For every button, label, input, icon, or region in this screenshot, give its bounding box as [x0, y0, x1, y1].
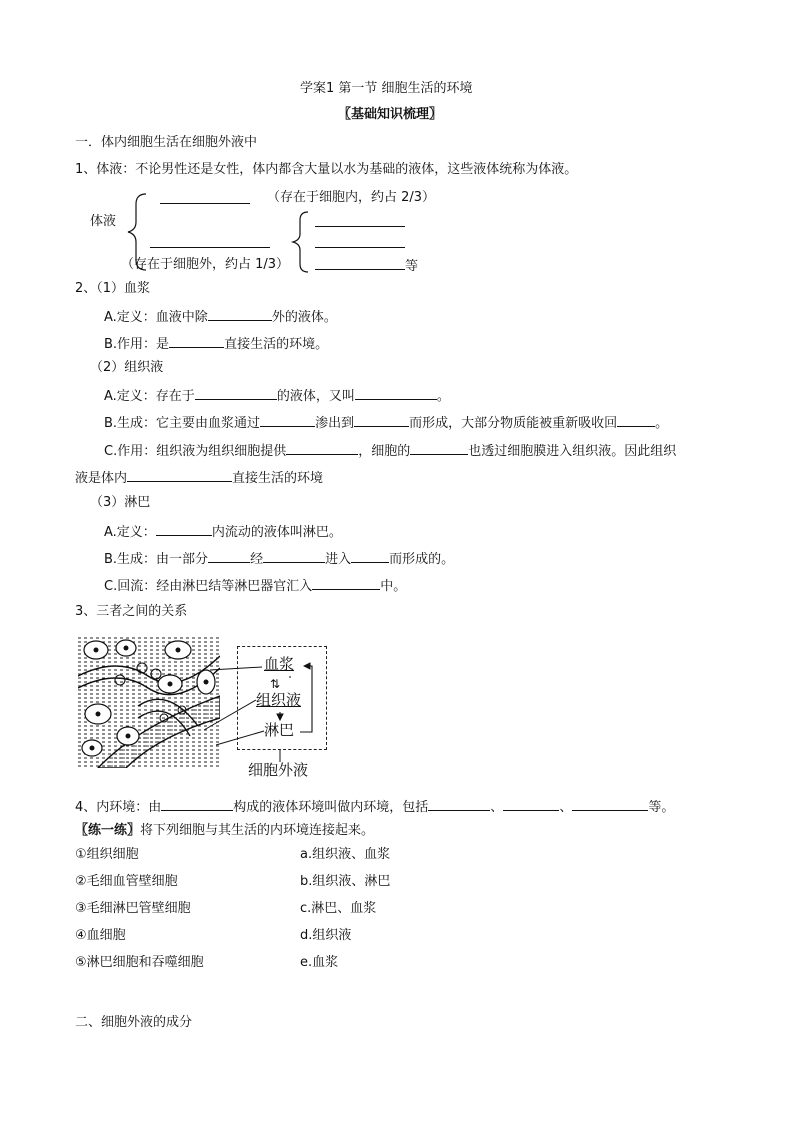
- practice-right-d: d.组织液: [300, 928, 352, 943]
- blank-tissue-gen-3[interactable]: [617, 413, 655, 427]
- tree-end-word: 等: [405, 259, 419, 274]
- bidirectional-arrow-icon: ⇅: [270, 677, 281, 691]
- blank-ie-3[interactable]: [503, 797, 559, 811]
- internal-environment-line: 4、内环境：由 构成的液体环境叫做内环境，包括 、 、 等。: [75, 797, 674, 816]
- blank-ie-4[interactable]: [572, 797, 648, 811]
- practice-intro: 〖练一练〗将下列细胞与其生活的内环境连接起来。: [75, 823, 375, 838]
- blank-lymph-gen-3[interactable]: [351, 549, 389, 563]
- label-lymph: 淋巴: [264, 721, 295, 739]
- practice-right-a: a.组织液、血浆: [300, 847, 391, 862]
- blank-ie-1[interactable]: [161, 797, 233, 811]
- blank-tissue-use-2[interactable]: [410, 441, 468, 455]
- blank-tissue-gen-2[interactable]: [354, 413, 409, 427]
- practice-left-1: ①组织细胞: [75, 847, 139, 862]
- page-title: 学案1 第一节 细胞生活的环境: [300, 81, 473, 96]
- intracellular-note: （存在于细胞内，约占 2/3）: [267, 190, 436, 205]
- label-tissue-fluid: 组织液: [256, 691, 302, 709]
- section-subtitle: 〖基础知识梳理〗: [338, 107, 443, 122]
- tissue-fluid-definition: A.定义：存在于 的液体，又叫 。: [104, 386, 450, 405]
- lymph-definition: A.定义： 内流动的液体叫淋巴。: [104, 522, 342, 541]
- plasma-function: B.作用：是 直接生活的环境。: [104, 334, 328, 353]
- blank-tissue-use-1[interactable]: [286, 441, 358, 455]
- relationship-arrows: [190, 640, 330, 770]
- blank-lymph-return[interactable]: [312, 576, 380, 590]
- blank-ecf-2[interactable]: [315, 234, 405, 253]
- lymph-generation: B.生成：由一部分 经 进入 而形成的。: [104, 549, 454, 568]
- practice-left-3: ③毛细淋巴管壁细胞: [75, 901, 191, 916]
- blank-extracellular[interactable]: [150, 234, 270, 253]
- blank-ie-2[interactable]: [428, 797, 490, 811]
- blank-plasma-use[interactable]: [169, 334, 224, 348]
- practice-right-e: e.血浆: [300, 955, 339, 970]
- extracellular-note: （存在于细胞外，约占 1/3）: [121, 257, 290, 272]
- section-heading-2: 二、细胞外液的成分: [75, 1015, 193, 1030]
- blank-tissue-gen-1[interactable]: [260, 413, 315, 427]
- blank-intracellular[interactable]: [160, 190, 250, 209]
- relationship-heading: 3、三者之间的关系: [75, 604, 188, 619]
- right-brace: [288, 210, 312, 274]
- label-plasma: 血浆: [264, 655, 295, 673]
- section-heading-1: 一．体内细胞生活在细胞外液中: [75, 135, 258, 150]
- practice-left-2: ②毛细血管壁细胞: [75, 874, 178, 889]
- tissue-fluid-generation: B.生成：它主要由血浆通过 渗出到 而形成，大部分物质能被重新吸收回 。: [104, 413, 668, 432]
- blank-tissue-use-3[interactable]: [127, 468, 232, 482]
- plasma-heading: 2、（1）血浆: [75, 281, 151, 296]
- blank-plasma-def[interactable]: [208, 307, 272, 321]
- blank-tissue-def-2[interactable]: [355, 386, 437, 400]
- tissue-fluid-function-cont: 液是体内 直接生活的环境: [75, 468, 323, 487]
- blank-ecf-3[interactable]: [315, 256, 418, 275]
- body-fluid-definition: 1、体液：不论男性还是女性，体内都含大量以水为基础的液体，这些液体统称为体液。: [75, 162, 578, 177]
- plasma-definition: A.定义：血液中除 外的液体。: [104, 307, 337, 326]
- blank-lymph-gen-2[interactable]: [263, 549, 325, 563]
- blank-lymph-def[interactable]: [156, 522, 212, 536]
- tissue-fluid-heading: （2）组织液: [90, 360, 164, 375]
- tree-root-label: 体液: [90, 214, 117, 229]
- blank-lymph-gen-1[interactable]: [208, 549, 250, 563]
- practice-right-b: b.组织液、淋巴: [300, 874, 391, 889]
- label-ecf: 细胞外液: [248, 761, 309, 779]
- lymph-return: C.回流：经由淋巴结等淋巴器官汇入 中。: [104, 576, 406, 595]
- practice-right-c: c.淋巴、血浆: [300, 901, 377, 916]
- lymph-heading: （3）淋巴: [90, 495, 151, 510]
- practice-left-4: ④血细胞: [75, 928, 126, 943]
- tissue-fluid-function: C.作用：组织液为组织细胞提供 ，细胞的 也透过细胞膜进入组织液。因此组织: [104, 441, 676, 460]
- blank-tissue-def-1[interactable]: [195, 386, 277, 400]
- practice-left-5: ⑤淋巴细胞和吞噬细胞: [75, 955, 204, 970]
- blank-ecf-1[interactable]: [315, 213, 405, 232]
